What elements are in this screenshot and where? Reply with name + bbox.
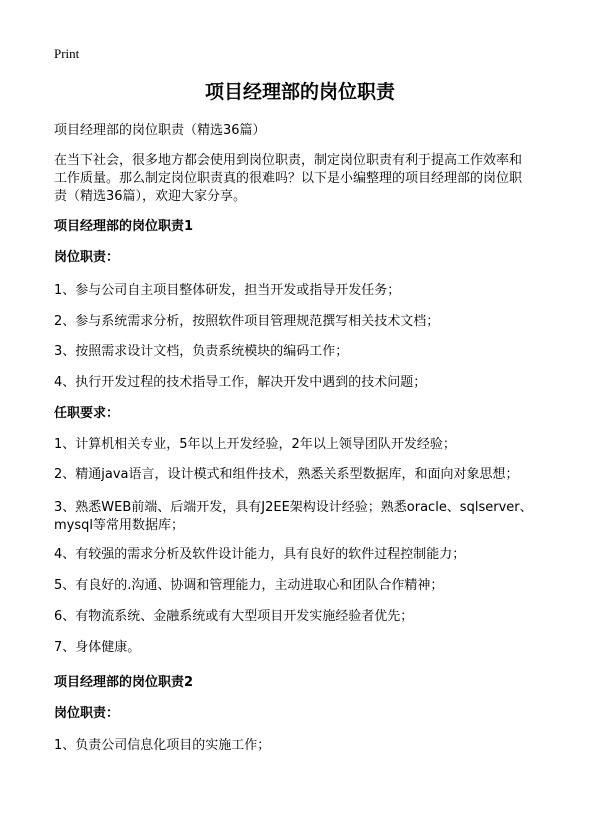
list-item: 5、有良好的.沟通、协调和管理能力，主动进取心和团队合作精神； [54, 578, 444, 593]
list-item: 1、负责公司信息化项目的实施工作； [54, 738, 271, 753]
list-item: 1、计算机相关专业，5年以上开发经验，2年以上领导团队开发经验； [54, 437, 456, 452]
intro-line-2: 工作质量。那么制定岗位职责真的很难吗？以下是小编整理的项目经理部的岗位职 [54, 171, 523, 186]
list-item: 4、执行开发过程的技术指导工作，解决开发中遇到的技术问题； [54, 375, 427, 390]
duties-heading: 岗位职责： [54, 706, 120, 721]
list-item: 2、参与系统需求分析，按照软件项目管理规范撰写相关技术文档； [54, 314, 440, 329]
duties-heading: 岗位职责： [54, 250, 120, 265]
section-heading: 项目经理部的岗位职责2 [54, 675, 194, 690]
section-heading: 项目经理部的岗位职责1 [54, 219, 194, 234]
list-item: 2、精通java语言，设计模式和组件技术，熟悉关系型数据库，和面向对象思想； [54, 467, 519, 482]
page-title: 项目经理部的岗位职责 [204, 81, 395, 103]
subtitle: 项目经理部的岗位职责（精选36篇） [54, 123, 266, 138]
print-label: Print [54, 46, 80, 61]
list-item: 4、有较强的需求分析及软件设计能力，具有良好的软件过程控制能力； [54, 547, 466, 562]
requirements-heading: 任职要求： [54, 406, 120, 421]
intro-line-3: 责（精选36篇），欢迎大家分享。 [54, 189, 247, 204]
list-item: 3、按照需求设计文档，负责系统模块的编码工作； [54, 344, 349, 359]
list-item-continuation: mysql等常用数据库； [54, 518, 184, 533]
list-item: 6、有物流系统、金融系统或有大型项目开发实施经验者优先； [54, 609, 414, 624]
intro-line-1: 在当下社会，很多地方都会使用到岗位职责，制定岗位职责有利于提高工作效率和 [54, 153, 523, 168]
list-item: 1、参与公司自主项目整体研发，担当开发或指导开发任务； [54, 283, 401, 298]
list-item: 3、熟悉WEB前端、后端开发，具有J2EE架构设计经验；熟悉oracle、sqlserver、 [54, 500, 533, 515]
list-item: 7、身体健康。 [54, 640, 141, 655]
